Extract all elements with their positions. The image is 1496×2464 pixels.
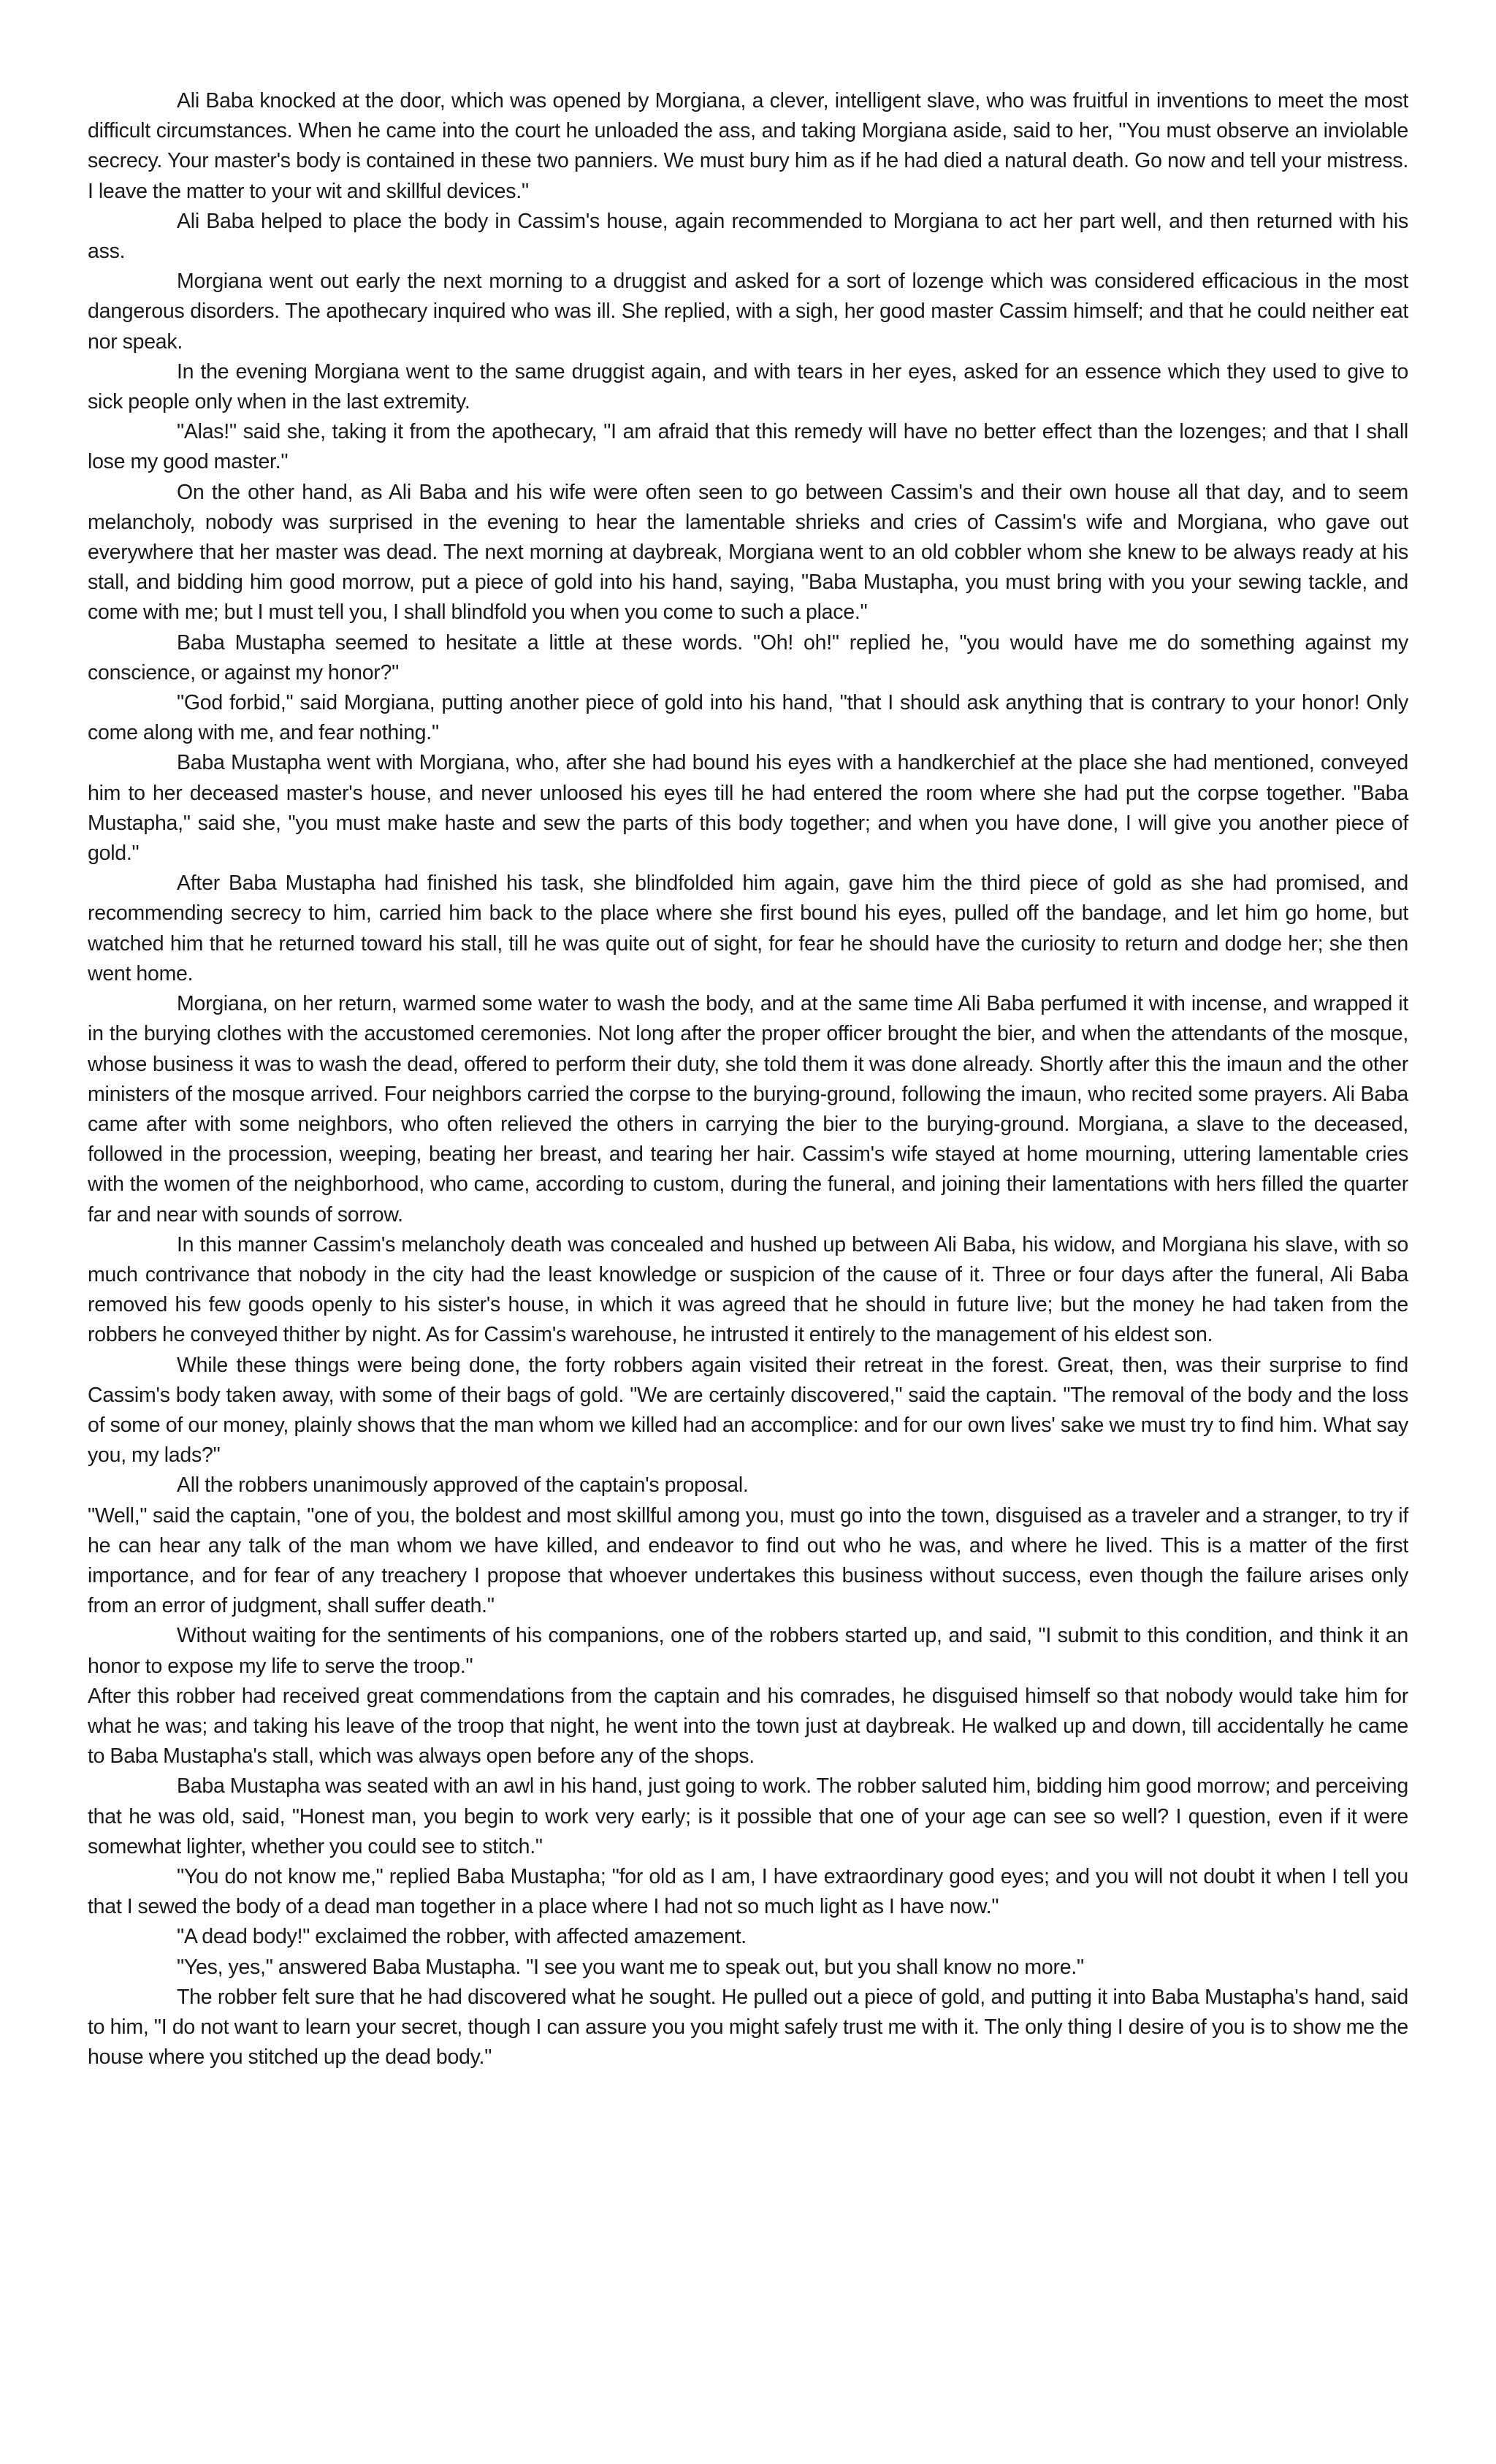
paragraph: All the robbers unanimously approved of the captain's proposal. [177, 1473, 749, 1498]
paragraph: The robber felt sure that he had discovered what he sought. He pulled out a piece of gold, and putting it into Baba Mustapha's hand, said to him, "I do not want to learn your secret, though I can assure you you might safely trust me with it. The only thing I desire of you is to show me the house where you stitched up the dead body." [88, 1985, 1408, 2070]
paragraph: Morgiana went out early the next morning to a druggist and asked for a sort of lozenge which was considered efficacious in the most dangerous disorders. The apothecary inquired who was ill. She replied, with a sigh, her good master Cassim himself; and that he could neither eat nor speak. [88, 270, 1408, 354]
paragraph: Baba Mustapha went with Morgiana, who, after she had bound his eyes with a handkerchief at the place she had mentioned, conveyed him to her deceased master's house, and never unloosed his eyes till he had entered the room where she had put the corpse together. "Baba Mustapha," said she, "you must make haste and sew the parts of this body together; and when you have done, I will give you another piece of gold." [88, 751, 1408, 866]
paragraph: Without waiting for the sentiments of his companions, one of the robbers started up, and said, "I submit to this condition, and think it an honor to expose my life to serve the troop." [88, 1624, 1408, 1678]
paragraph: On the other hand, as Ali Baba and his wife were often seen to go between Cassim's and their own house all that day, and to seem melancholy, nobody was surprised in the evening to hear the lamentable shrieks and cries of Cassim's wife and Morgiana, who gave out everywhere that her master was dead. The next morning at daybreak, Morgiana went to an old cobbler whom she knew to be always ready at his stall, and bidding him good morrow, put a piece of gold into his hand, saying, "Baba Mustapha, you must bring with you your sewing tackle, and come with me; but I must tell you, I shall blindfold you when you come to such a place." [88, 480, 1408, 625]
paragraph: While these things were being done, the forty robbers again visited their retreat in the forest. Great, then, was their surprise to find Cassim's body taken away, with some of their bags of gold. "We are certainly discovered," said the captain. "The removal of the body and the loss of some of our money, plainly shows that the man whom we killed had an accomplice: and for our own lives' sake we must try to find him. What say you, my lads?" [88, 1353, 1408, 1468]
paragraph: "You do not know me," replied Baba Mustapha; "for old as I am, I have extraordinary good eyes; and you will not doubt it when I tell you that I sewed the body of a dead man together in a place where I had not so much light as I have now." [88, 1864, 1408, 1919]
paragraph: In this manner Cassim's melancholy death was concealed and hushed up between Ali Baba, his widow, and Morgiana his slave, with so much contrivance that nobody in the city had the least knowledge or suspicion of the cause of it. Three or four days after the funeral, Ali Baba removed his few goods openly to his sister's house, in which it was agreed that he should in future live; but the money he had taken from the robbers he conveyed thither by night. As for Cassim's warehouse, he intrusted it entirely to the management of his eldest son. [88, 1232, 1408, 1347]
paragraph: In the evening Morgiana went to the same druggist again, and with tears in her eyes, asked for an essence which they used to give to sick people only when in the last extremity. [88, 359, 1408, 414]
document-page [88, 86, 1408, 2072]
paragraph: After Baba Mustapha had finished his task, she blindfolded him again, gave him the third piece of gold as she had promised, and recommending secrecy to him, carried him back to the place where she first bound his eyes, pulled off the bandage, and let him go home, but watched him that he returned toward his stall, till he was quite out of sight, for fear he should have the curiosity to return and dodge her; she then went home. [88, 871, 1408, 985]
paragraph: After this robber had received great commendations from the captain and his comrades, he disguised himself so that nobody would take him for what he was; and taking his leave of the troop that night, he went into the town just at daybreak. He walked up and down, till accidentally he came to Baba Mustapha's stall, which was always open before any of the shops. [88, 1684, 1408, 1769]
paragraph: Ali Baba knocked at the door, which was opened by Morgiana, a clever, intelligent slave, who was fruitful in inventions to meet the most difficult circumstances. When he came into the court he unloaded the ass, and taking Morgiana aside, said to her, "You must observe an inviolable secrecy. Your master's body is contained in these two panniers. We must bury him as if he had died a natural death. Go now and tell your mistress. I leave the matter to your wit and skillful devices." [88, 89, 1408, 203]
paragraph: "Well," said the captain, "one of you, the boldest and most skillful among you, must go into the town, disguised as a traveler and a stranger, to try if he can hear any talk of the man whom we have killed, and endeavor to find out who he was, and where he lived. This is a matter of the first importance, and for fear of any treachery I propose that whoever undertakes this business without success, even though the failure arises only from an error of judgment, shall suffer death." [88, 1503, 1408, 1618]
paragraph: "Yes, yes," answered Baba Mustapha. "I see you want me to speak out, but you shall know no more." [177, 1955, 1084, 1979]
paragraph: Morgiana, on her return, warmed some water to wash the body, and at the same time Ali Baba perfumed it with incense, and wrapped it in the burying clothes with the accustomed ceremonies. Not long after the proper officer brought the bier, and when the attendants of the mosque, whose business it was to wash the dead, offered to perform their duty, she told them it was done already. Shortly after this the imaun and the other ministers of the mosque arrived. Four neighbors carried the corpse to the burying-ground, following the imaun, who recited some prayers. Ali Baba came after with some neighbors, who often relieved the others in carrying the bier to the burying-ground. Morgiana, a slave to the deceased, followed in the procession, weeping, beating her breast, and tearing her hair. Cassim's wife stayed at home mourning, uttering lamentable cries with the women of the neighborhood, who came, according to custom, during the funeral, and joining their lamentations with hers filled the quarter far and near with sounds of sorrow. [88, 992, 1408, 1227]
paragraph: Ali Baba helped to place the body in Cassim's house, again recommended to Morgiana to act her part well, and then returned with his ass. [88, 209, 1408, 264]
paragraph: "Alas!" said she, taking it from the apothecary, "I am afraid that this remedy will have no better effect than the lozenges; and that I shall lose my good master." [88, 420, 1408, 474]
paragraph: "A dead body!" exclaimed the robber, with affected amazement. [177, 1925, 747, 1949]
paragraph: Baba Mustapha was seated with an awl in his hand, just going to work. The robber saluted him, bidding him good morrow; and perceiving that he was old, said, "Honest man, you begin to work very early; is it possible that one of your age can see so well? I question, even if it were somewhat lighter, whether you could see to stitch." [88, 1774, 1408, 1858]
paragraph: "God forbid," said Morgiana, putting another piece of gold into his hand, "that I should ask anything that is contrary to your honor! Only come along with me, and fear nothing." [88, 691, 1408, 745]
paragraph: Baba Mustapha seemed to hesitate a little at these words. "Oh! oh!" replied he, "you would have me do something against my conscience, or against my honor?" [88, 630, 1408, 684]
